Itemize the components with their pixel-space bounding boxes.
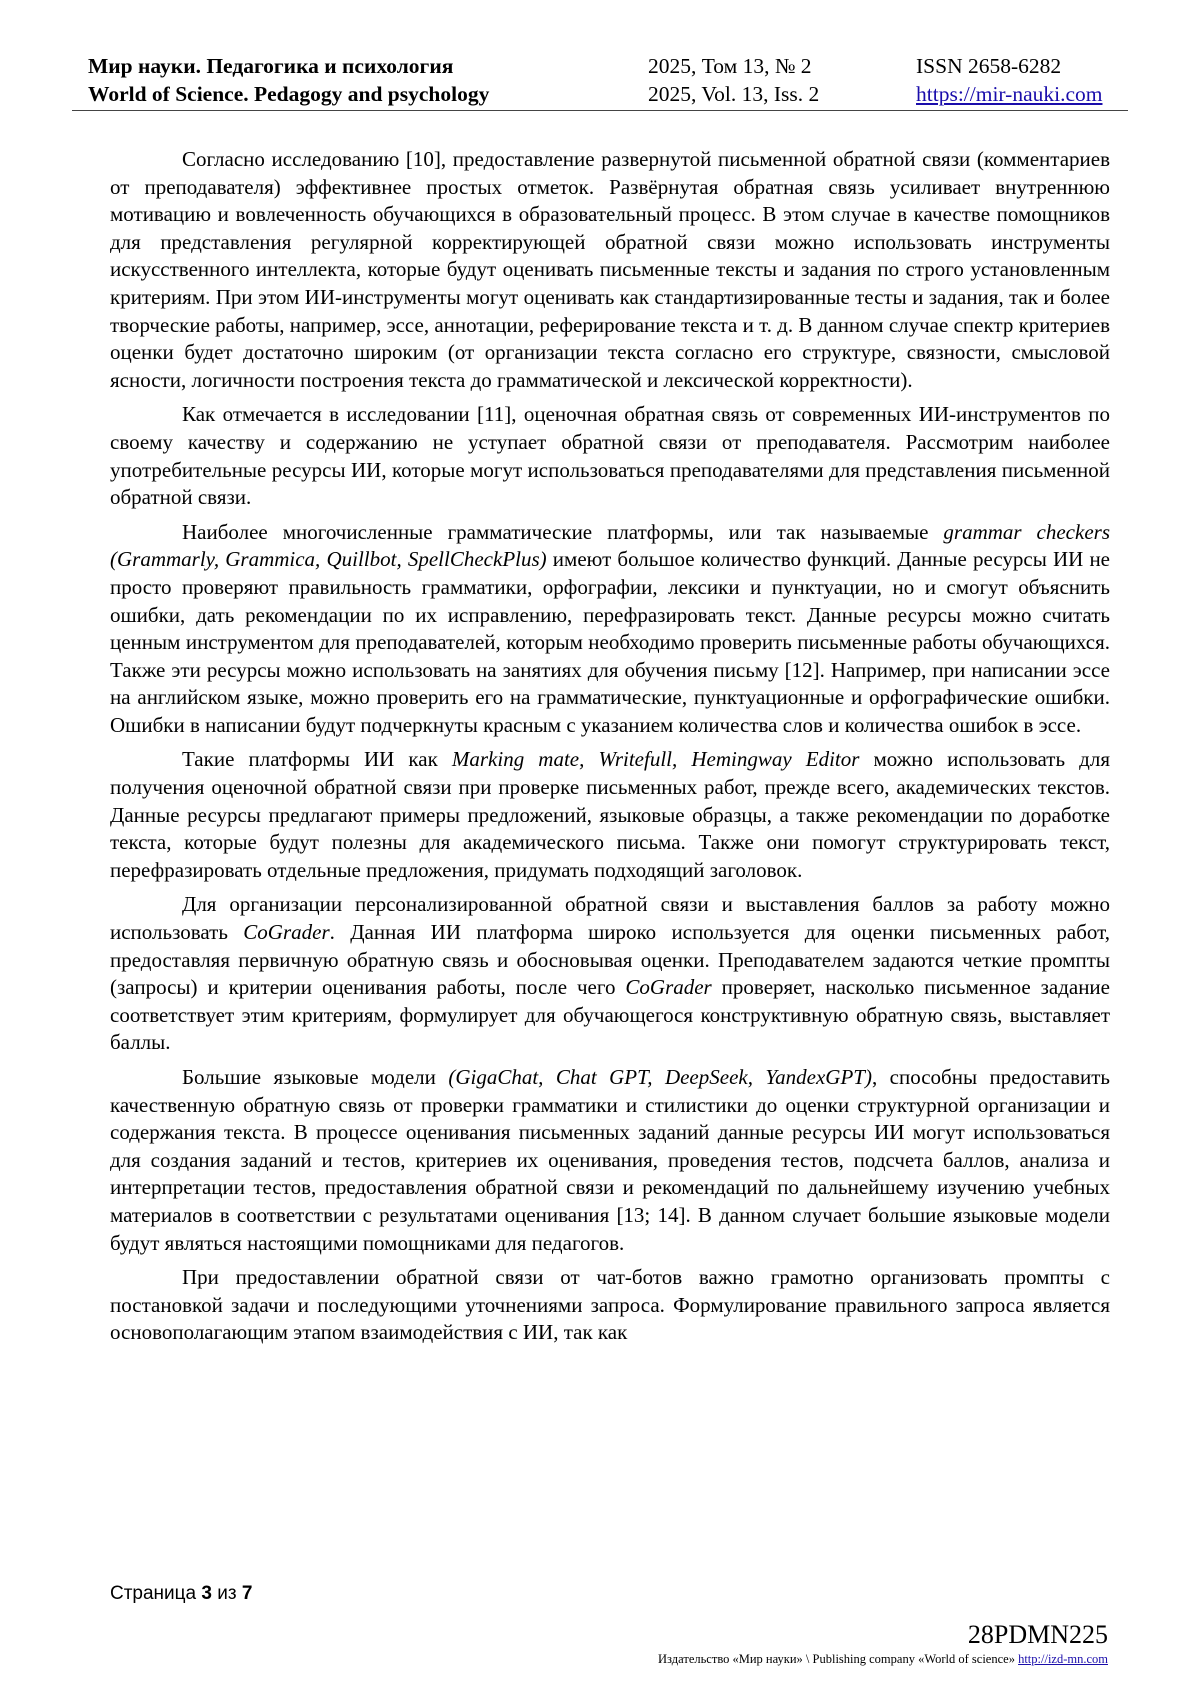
page-number: [110, 1583, 252, 1605]
page-of: из: [217, 1583, 237, 1604]
paragraph: [110, 1264, 1110, 1347]
text-segment: Такие платформы ИИ как: [182, 747, 452, 772]
issn-block: [916, 52, 1102, 108]
text-segment: Наиболее многочисленные грамматические платформы, или так называемые: [182, 519, 944, 544]
article-body: [110, 146, 1110, 1354]
publisher-link[interactable]: http://izd-mn.com: [1018, 1652, 1108, 1666]
journal-website-link[interactable]: https://mir-nauki.com: [916, 82, 1103, 106]
text-segment: . Данная ИИ платформа широко используется для оценки письменных работ, предоставляя первичную обратную связь и обосновывая оценки. Преподавателем задаются четкие промпты (запросы) и критерии оценивания работы, после чего: [110, 920, 1111, 1000]
text-segment: Как отмечается в исследовании [11], оценочная обратная связь от современных ИИ-инструментов по своему качеству и содержанию не уступает обратной связи от преподавателя. Рассмотрим наиболее употребительные ресурсы ИИ, которые могут использоваться преподавателями для представления письменной обратной связи.: [110, 402, 1110, 510]
paragraph: [110, 519, 1110, 740]
text-segment: При предоставлении обратной связи от чат-ботов важно грамотно организовать промпты с постановкой задачи и последующими уточнениями запроса. Формулирование правильного запроса является основополагающим этапом взаимодействия с ИИ, так как: [110, 1265, 1110, 1345]
text-segment: проверяет, насколько письменное задание соответствует этим критериям, формулирует для обучающегося конструктивную обратную связь, выставляет баллы.: [110, 975, 1110, 1055]
italic-segment: CoGrader: [625, 975, 712, 1000]
issn: ISSN 2658-6282: [916, 54, 1062, 78]
journal-title-ru: Мир науки. Педагогика и психология: [88, 54, 454, 78]
italic-segment: grammar checkers (Grammarly, Grammica, Quillbot, SpellCheckPlus): [110, 519, 1110, 572]
page-header: [72, 52, 1128, 111]
journal-title: [88, 52, 489, 108]
volume-ru: 2025, Том 13, № 2: [648, 54, 812, 78]
text-segment: Большие языковые модели: [182, 1065, 449, 1089]
volume-en: 2025, Vol. 13, Iss. 2: [648, 82, 820, 106]
publisher-line: [658, 1652, 1108, 1667]
publisher-text: Издательство «Мир науки» \ Publishing company «World of science»: [658, 1652, 1015, 1666]
article-code: 28PDMN225: [967, 1620, 1108, 1649]
text-segment: имеют большое количество функций. Данные ресурсы ИИ не просто проверяют правильность грамматики, орфографии, лексики и пунктуации, но и смогут объяснить ошибки, дать рекомендации по их исправлению, перефразировать текст. Данные ресурсы можно считать ценным инструментом для преподавателей, которым необходимо проверить письменные работы обучающихся. Также эти ресурсы можно использовать на занятиях для обучения письму [12]. Например, при написании эссе на английском языке, можно проверить его на грамматические, пунктуационные и орфографические ошибки. Ошибки в написании будут подчеркнуты красным с указанием количества слов и количества ошибок в эссе.: [110, 547, 1111, 737]
text-segment: Для организации персонализированной обратной связи и выставления баллов за работу можно использовать: [110, 892, 1110, 945]
italic-segment: CoGrader: [243, 920, 330, 945]
paragraph: [110, 146, 1110, 394]
italic-segment: (GigaChat, Chat GPT, DeepSeek, YandexGPT): [448, 1065, 872, 1089]
text-segment: можно использовать для получения оценочной обратной связи при проверке письменных работ, прежде всего, академических текстов. Данные ресурсы предлагают примеры предложений, языковые образцы, а также рекомендации по доработке текста, которые будут полезны для академического письма. Также они помогут структурировать текст, перефразировать отдельные предложения, придумать подходящий заголовок.: [110, 747, 1110, 882]
italic-segment: Marking mate, Writefull, Hemingway Editor: [451, 747, 860, 772]
page-current: 3: [201, 1583, 212, 1604]
page-label: Страница: [110, 1583, 197, 1604]
page-total: 7: [241, 1583, 253, 1604]
issue-info: [648, 52, 819, 108]
paragraph: [110, 891, 1110, 1057]
text-segment: , способны предоставить качественную обратную связь от проверки грамматики и стилистики до оценки структурной организации и содержания текста. В процессе оценивания письменных заданий данные ресурсы ИИ могут использоваться для создания заданий и тестов, критериев их оценивания, проведения тестов, подсчета баллов, анализа и интерпретации тестов, предоставления обратной связи и рекомендаций по дальнейшему изучению учебных материалов в соответствии с результатами оценивания [13; 14]. В данном случает большие языковые модели будут являться настоящими помощниками для педагогов.: [110, 1065, 1110, 1255]
paragraph: [110, 1064, 1110, 1257]
text-segment: Согласно исследованию [10], предоставление развернутой письменной обратной связи (комментариев от преподавателя) эффективнее простых отметок. Развёрнутая обратная связь усиливает внутреннюю мотивацию и вовлеченность обучающихся в образовательный процесс. В этом случае в качестве помощников для представления регулярной корректирующей обратной связи можно использовать инструменты искусственного интеллекта, которые будут оценивать письменные тексты и задания по строго установленным критериям. При этом ИИ-инструменты могут оценивать как стандартизированные тесты и задания, так и более творческие работы, например, эссе, аннотации, реферирование текста и т. д. В данном случае спектр критериев оценки будет достаточно широким (от организации текста согласно его структуре, связности, смысловой ясности, логичности построения текста до грамматической и лексической корректности).: [110, 147, 1110, 392]
paragraph: [110, 746, 1110, 884]
journal-title-en: World of Science. Pedagogy and psychology: [88, 82, 490, 106]
paragraph: [110, 401, 1110, 511]
